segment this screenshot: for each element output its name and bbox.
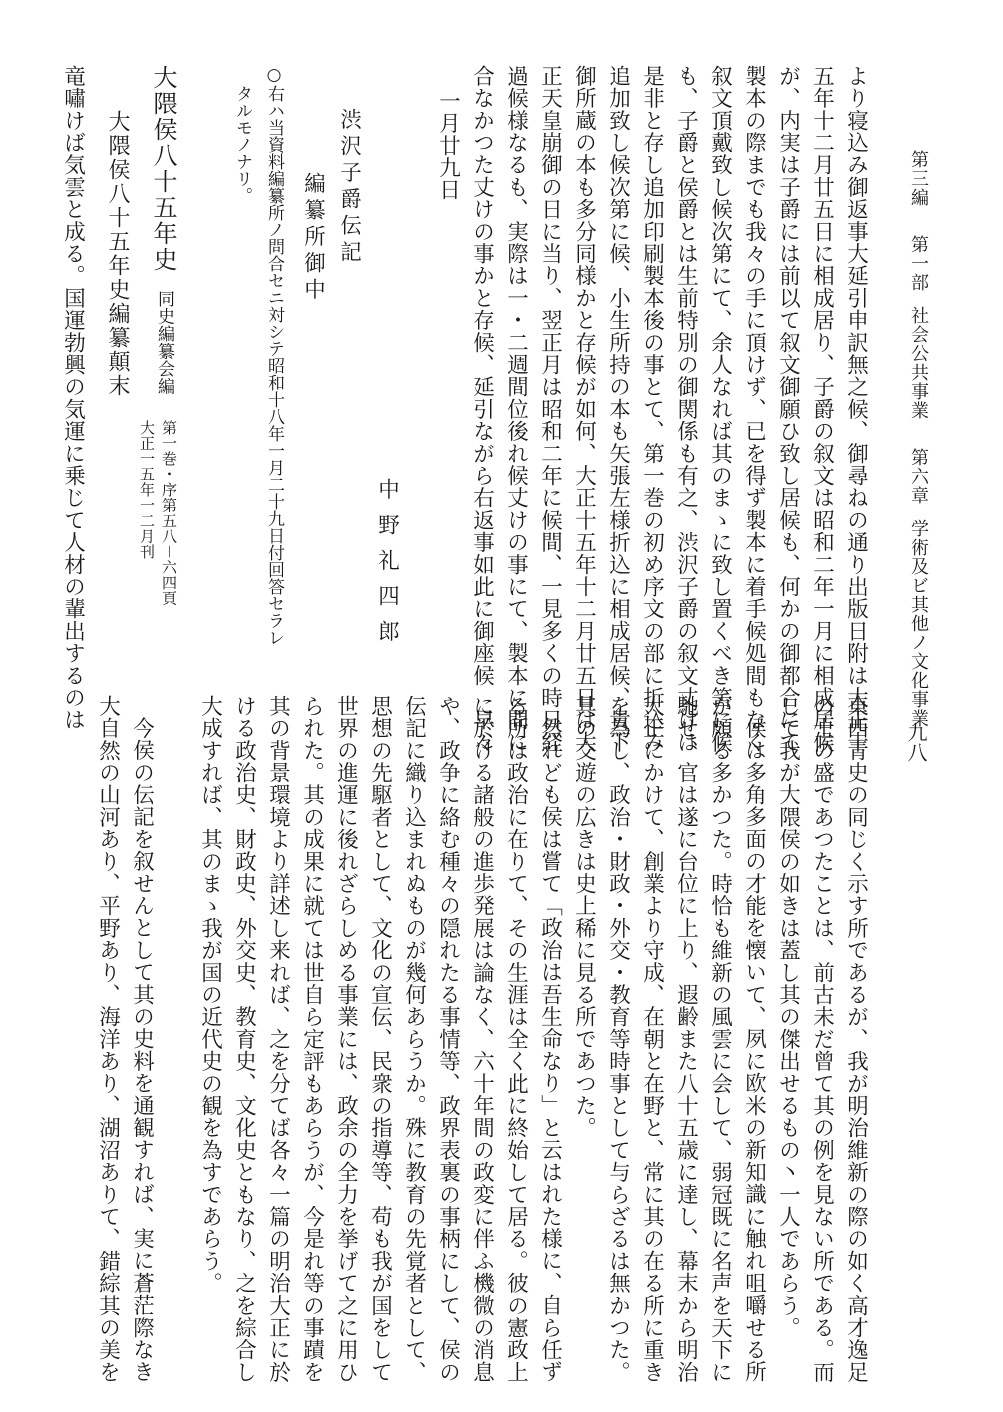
letter-signer: 中野礼四郎: [374, 478, 400, 656]
letter-line: も、子爵と侯爵とは生前特別の御関係も有之、渋沢子爵の叙文丈けは: [673, 65, 699, 754]
letter-line: 御所蔵の本も多分同様かと存候が如何、大正十五年十二月廿五日は大: [571, 65, 597, 754]
running-header: [905, 150, 931, 728]
body-line: が頗る多かつた。時恰も維新の風雲に会して、弱冠既に名声を天下に: [707, 695, 733, 1384]
section-heading: 大隈侯八十五年史編纂顛末: [105, 110, 130, 398]
letter-line: 追加致し候次第に候、小生所持の本も矢張左様折込に相成居候、貴下: [605, 65, 631, 754]
body-line: の士の盛であつたことは、前古未だ曾て其の例を見ない所である。而: [809, 695, 835, 1384]
source-date: 大正一五年一二月刊: [138, 420, 156, 560]
page-number: 九八: [904, 722, 928, 762]
body-line: 大成すれば、其のまゝ我が国の近代史の観を為すであらう。: [197, 695, 223, 1295]
addressee-2: 編纂所御中: [300, 172, 326, 305]
header-hen: 第三編: [908, 150, 929, 207]
body-line: 竜嘯けば気雲と成る。国運勃興の気運に乗じて人材の輩出するのは: [60, 65, 86, 731]
body-line: 其の背景環境より詳述し来れば、之を分てば各々一篇の明治大正に於: [265, 695, 291, 1384]
body-line: 大正にかけて、創業より守成、在朝と在野と、常に其の在る所に重き: [639, 695, 665, 1384]
addressee-1: 渋沢子爵伝記: [336, 108, 362, 267]
body-line: 然れども侯は嘗て「政治は吾生命なり」と云はれた様に、自ら任ず: [537, 717, 563, 1383]
header-bu: 第一部: [908, 235, 929, 292]
body-line: 其の交遊の広きは史上稀に見る所であつた。: [571, 695, 597, 1139]
editorial-note-line: タルモノナリ。: [232, 85, 252, 204]
letter-line: より寝込み御返事大延引申訳無之候、御尋ねの通り出版日附は大正十: [843, 65, 869, 754]
letter-line: 是非と存し追加印刷製本後の事とて、第一巻の初め序文の部に折込み: [639, 65, 665, 754]
body-line: られた。其の成果に就ては世自ら定評もあらうが、今是れ等の事蹟を: [299, 695, 325, 1384]
body-line: 今侯の伝記を叙せんとして其の史料を通観すれば、実に蒼茫際なき: [129, 717, 155, 1383]
body-line: ける政治史、財政史、外交史、教育史、文化史ともなり、之を綜合し: [231, 695, 257, 1384]
header-bu-title: 社会公共事業: [908, 306, 929, 420]
body-line: を為し、政治・財政・外交・教育等時事として与らざるは無かつた。: [605, 695, 631, 1384]
header-sho: 第六章: [908, 448, 929, 505]
letter-line: 製本の際までも我々の手に頂けず、已を得ず製本に着手候処間もなく: [741, 65, 767, 754]
letter-line: 正天皇崩御の日に当り、翌正月は昭和二年に候間、一見多くの時日経: [537, 65, 563, 754]
editorial-note-line: ○右ハ当資料編纂所ノ問合セニ対シテ昭和十八年一月二十九日付回答セラレ: [264, 65, 284, 646]
body-line: に於ける諸般の進歩発展は論なく、六十年間の政変に伴ふ機微の消息: [469, 695, 495, 1384]
letter-date: 一月廿九日: [435, 90, 461, 201]
body-line: 馳せ、官は遂に台位に上り、遐齢また八十五歳に達し、幕末から明治: [673, 695, 699, 1384]
source-volume: 第一巻・序第五八－六四頁: [160, 420, 178, 607]
body-line: る所は政治に在りて、その生涯は全く此に終始して居る。彼の憲政上: [503, 695, 529, 1384]
letter-line: 過候様なるも、実際は一・二週間位後れ候丈けの事にて、製本に間に: [503, 65, 529, 754]
body-line: 東西青史の同じく示す所であるが、我が明治維新の際の如く高才逸足: [843, 695, 869, 1384]
letter-line: 合なかつた丈けの事かと存候、延引ながら右返事如此に御座候 早々: [469, 65, 495, 754]
body-line: 大自然の山河あり、平野あり、海洋あり、湖沼ありて、錯綜其の美を: [95, 695, 121, 1384]
source-editor: 同史編纂会編: [154, 290, 174, 395]
body-line: 世界の進運に後れざらしめる事業には、政余の全力を挙げて之に用ひ: [333, 695, 359, 1384]
source-title: 大隈侯八十五年史: [149, 65, 177, 273]
body-line: 伝記に織り込まれぬものが幾何あらうか。殊に教育の先覚者として、: [401, 695, 427, 1384]
letter-line: 五年十二月廿五日に相成居り、子爵の叙文は昭和二年一月に相成居候: [809, 65, 835, 754]
body-line: 思想の先駆者として、文化の宣伝、民衆の指導等、苟も我が国をして: [367, 695, 393, 1384]
body-line: して我が大隈侯の如きは蓋し其の傑出せるもの丶一人であらう。: [775, 695, 801, 1339]
body-line: 侯は多角多面の才能を懐いて、夙に欧米の新知識に触れ咀嚼せる所: [741, 717, 767, 1383]
body-line: や、政争に絡む種々の隠れたる事情等、政界表裏の事柄にして、侯の: [435, 695, 461, 1384]
letter-line: 叙文頂戴致し候次第にて、余人なれば其のまゝに致し置くべき筈に候: [707, 65, 733, 754]
header-sho-title: 学術及ビ其他ノ文化事業: [908, 519, 929, 728]
letter-line: が、内実は子爵には前以て叙文御願ひ致し居候も、何かの御都合にて: [775, 65, 801, 754]
